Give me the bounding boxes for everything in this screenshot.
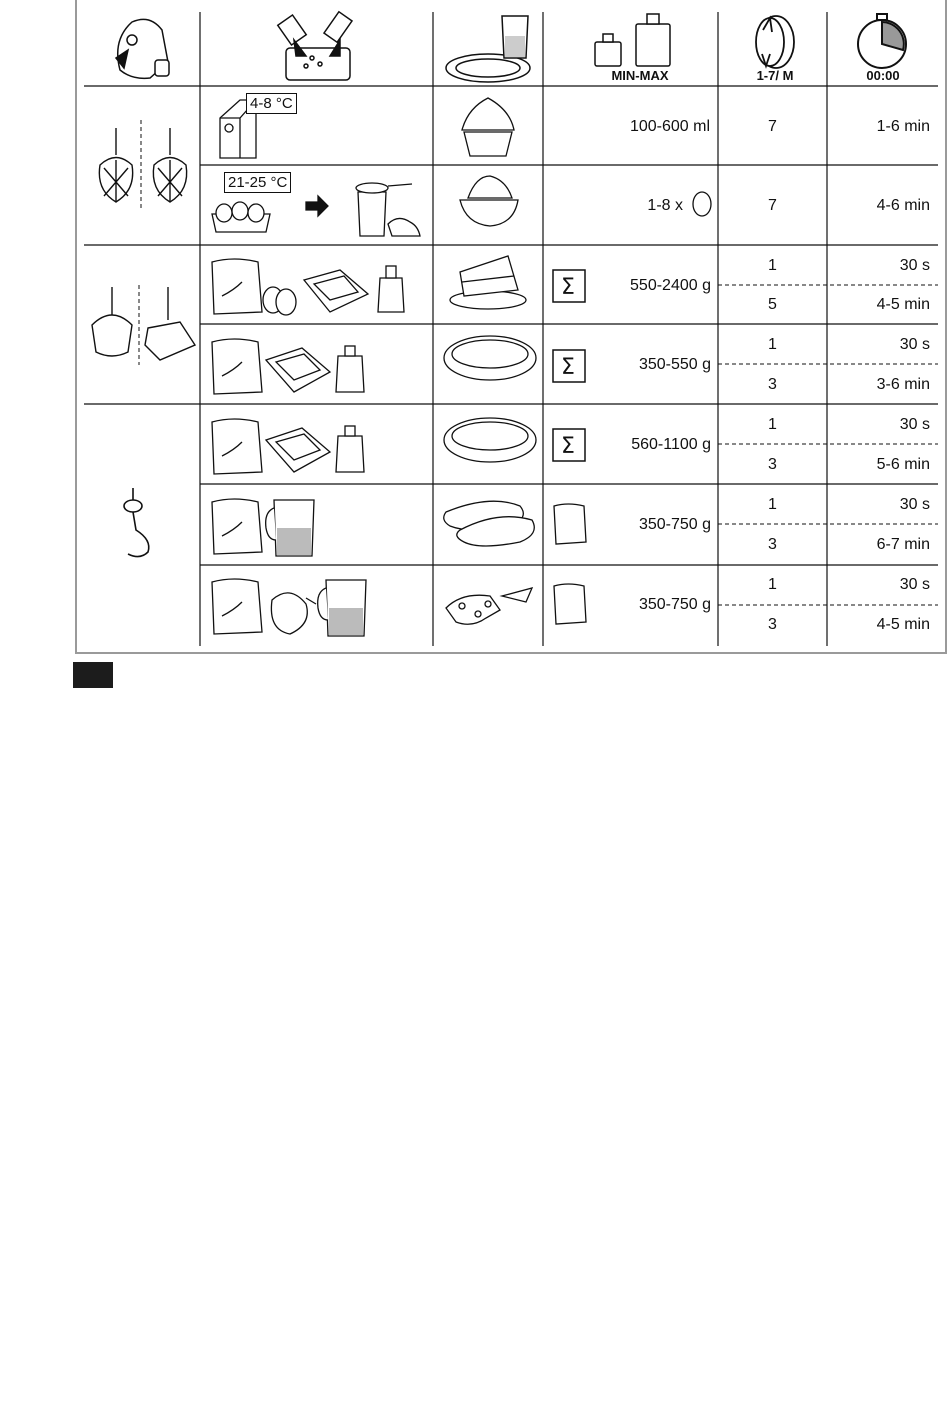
speed-cell: 1 (768, 257, 777, 274)
beater-icon (92, 287, 195, 360)
quantity-cell: 1-8 x (647, 197, 683, 214)
sugar-shaker-icon (336, 426, 364, 472)
butter-icon (266, 428, 330, 472)
arrow-icon (306, 196, 328, 216)
speed-cell: 3 (768, 376, 777, 393)
eggs-small-icon (263, 287, 296, 315)
speed-cell: 3 (768, 456, 777, 473)
quantity-cell: 550-2400 g (630, 277, 711, 294)
speed-cell: 1 (768, 336, 777, 353)
whisk-icon (99, 128, 186, 202)
time-cell: 30 s (899, 496, 930, 513)
stopwatch-icon (858, 14, 906, 68)
egg-outline-icon (693, 192, 711, 216)
speed-dial-icon (756, 16, 794, 68)
time-cell: 5-6 min (876, 456, 930, 473)
egg-white-bowl-icon (460, 176, 518, 226)
sigma-glyph: Σ (561, 355, 575, 380)
oil-jug-icon (271, 593, 316, 634)
language-tab-marker (73, 662, 113, 688)
time-label: 00:00 (866, 68, 900, 83)
tart-icon (444, 336, 536, 380)
tart-icon (444, 418, 536, 462)
quantity-cell: 350-550 g (638, 356, 711, 373)
cake-slice-icon (450, 256, 526, 309)
time-cell: 6-7 min (876, 536, 930, 553)
speed-cell: 5 (768, 296, 777, 313)
time-cell: 30 s (899, 416, 930, 433)
bread-icon (444, 501, 535, 546)
time-cell: 30 s (899, 576, 930, 593)
sigma-glyph: Σ (561, 275, 575, 300)
sugar-shaker-icon (336, 346, 364, 392)
time-cell: 4-5 min (876, 296, 930, 313)
quantity-cell: 560-1100 g (631, 436, 711, 453)
sugar-shaker-icon (378, 266, 404, 312)
time-cell: 3-6 min (876, 376, 930, 393)
flour-bag-icon (212, 339, 262, 394)
add-ingredients-icon (278, 12, 352, 80)
speed-cell: 1 (768, 496, 777, 513)
quantity-cell: 350-750 g (638, 596, 711, 613)
egg-separator-icon (356, 183, 420, 236)
mixer-attachment-icon (116, 19, 169, 78)
speed-cell: 3 (768, 616, 777, 633)
butter-icon (304, 270, 368, 312)
time-cell: 30 s (899, 257, 930, 274)
whipped-cream-icon (462, 98, 514, 156)
quantity-cell: 350-750 g (638, 516, 711, 533)
quantity-cell: 100-600 ml (629, 118, 710, 135)
speed-range-label: 1-7/ M (756, 68, 794, 83)
time-cell: 4-5 min (876, 616, 930, 633)
pizza-icon (446, 588, 532, 624)
speed-cell: 7 (768, 118, 777, 135)
speed-cell: 3 (768, 536, 777, 553)
dough-hook-icon (124, 488, 149, 557)
plate-and-glass-icon (446, 16, 530, 82)
time-cell: 1-6 min (876, 118, 930, 135)
speed-cell: 7 (768, 197, 777, 214)
water-jug-icon (318, 580, 366, 636)
speed-cell: 1 (768, 576, 777, 593)
butter-icon (266, 348, 330, 392)
eggs-icon (212, 202, 270, 232)
speed-cell: 1 (768, 416, 777, 433)
time-cell: 30 s (899, 336, 930, 353)
weights-icon (595, 14, 670, 66)
temperature-badge: 21-25 °C (224, 172, 291, 193)
flour-bag-icon (212, 259, 262, 314)
water-jug-icon (266, 500, 314, 556)
flour-bag-icon (212, 579, 262, 634)
time-cell: 4-6 min (876, 197, 930, 214)
flour-bag-icon (212, 419, 262, 474)
weight-range-label: MIN-MAX (611, 68, 669, 83)
flour-bag-icon (212, 499, 262, 554)
temperature-badge: 4-8 °C (246, 93, 297, 114)
flour-bag-small-icon (554, 584, 586, 624)
sigma-glyph: Σ (561, 434, 575, 459)
flour-bag-small-icon (554, 504, 586, 544)
